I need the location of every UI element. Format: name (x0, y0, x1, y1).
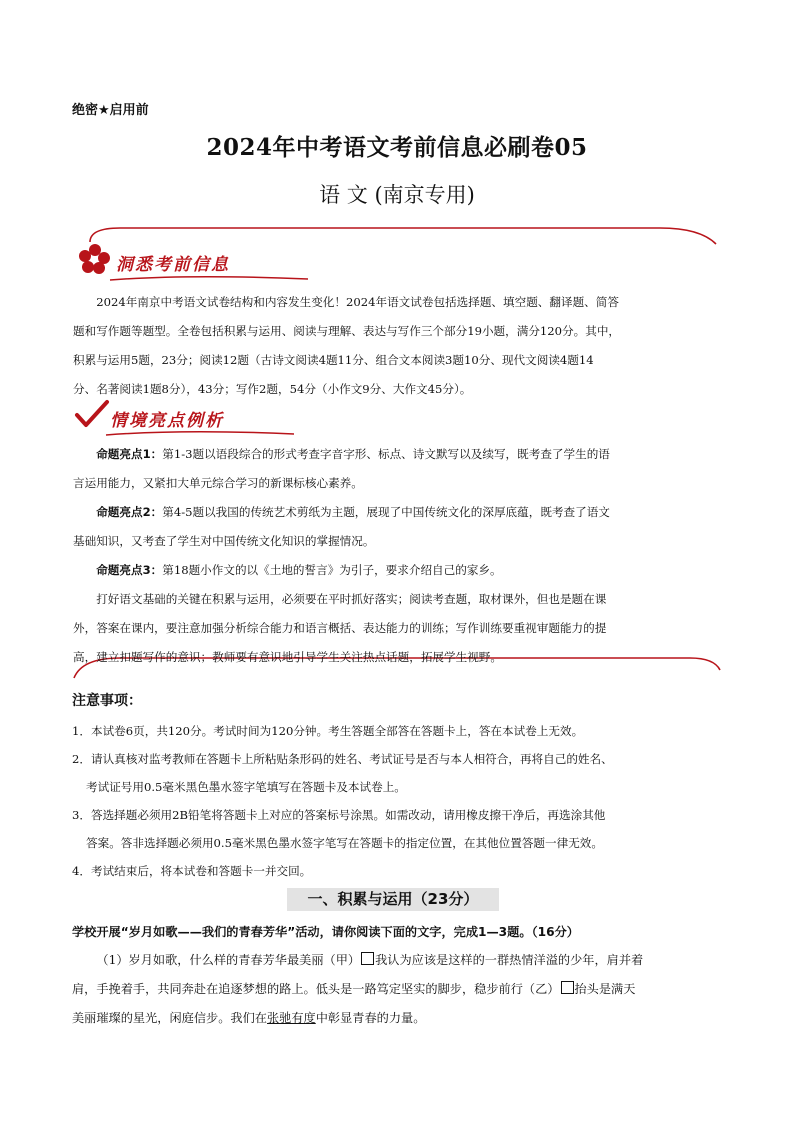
advice-line: 外，答案在课内，要注意加强分析综合能力和语言概括、表达能力的训练；写作训练要重视审题能力的提 (73, 621, 607, 635)
reading-passage (72, 946, 726, 1033)
passage-text: 中彰显青春的力量。 (315, 1011, 426, 1025)
highlight-banner-label: 情境亮点例析 (110, 411, 224, 431)
point-text: 第1-3题以语段综合的形式考查字音字形、标点、诗文默写以及续写，既考查了学生的语 (162, 447, 610, 461)
checkmark-icon (74, 399, 110, 431)
passage-text: 美丽璀璨的星光，闲庭信步。我们在 (72, 1011, 267, 1025)
passage-text: （1）岁月如歌，什么样的青春芳华最美丽（甲） (96, 953, 361, 967)
notes-list (72, 717, 724, 885)
highlight-point-3 (73, 556, 723, 585)
blank-box[interactable] (361, 952, 374, 965)
passage-line (72, 1004, 726, 1033)
flower-icon (78, 242, 112, 276)
info-line: 分、名著阅读1题8分），43分；写作2题，54分（小作文9分、大作文45分）。 (73, 382, 472, 396)
point-text-cont: 言运用能力，又紧扣大单元综合学习的新课标核心素养。 (73, 476, 363, 490)
note-item: 3．答选择题必须用2B铅笔将答题卡上对应的答案标号涂黑。如需改动，请用橡皮擦干净后，再选涂其他 (72, 808, 606, 822)
highlight-point-1 (73, 440, 723, 469)
confidential-mark: 绝密★启用前 (72, 103, 149, 118)
info-banner-label: 洞悉考前信息 (116, 255, 230, 275)
page-subtitle: 语 文 (南京专用) (319, 183, 475, 207)
point-text: 第4-5题以我国的传统艺术剪纸为主题，展现了中国传统文化的深厚底蕴，既考查了语文 (162, 505, 610, 519)
note-item-cont: 答案。答非选择题必须用0.5毫米黑色墨水签字笔写在答题卡的指定位置，在其他位置答题一律无效。 (86, 836, 603, 850)
info-line: 积累与运用5题，23分；阅读12题（古诗文阅读4题11分、组合文本阅读3题10分、现代文阅读4题14 (73, 353, 594, 367)
info-paragraph (73, 288, 723, 404)
advice-line: 打好语文基础的关键在积累与运用，必须要在平时抓好落实；阅读考查题，取材课外，但也是题在课 (96, 592, 607, 606)
highlight-points (73, 440, 723, 672)
note-item: 1．本试卷6页，共120分。考试时间为120分钟。考生答题全部答在答题卡上，答在本试卷上无效。 (72, 724, 584, 738)
note-item: 4．考试结束后，将本试卷和答题卡一并交回。 (72, 864, 312, 878)
passage-text: 抬头是满天 (574, 982, 636, 996)
passage-text: 肩，手挽着手，共同奔赴在追逐梦想的路上。低头是一路笃定坚实的脚步，稳步前行（乙） (72, 982, 560, 996)
passage-line (72, 975, 726, 1004)
point-label: 命题亮点2： (96, 505, 163, 519)
highlight-point-2 (73, 498, 723, 527)
point-text: 第18题小作文的以《土地的誓言》为引子，要求介绍自己的家乡。 (162, 563, 502, 577)
passage-line (72, 946, 726, 975)
info-line: 2024年南京中考语文试卷结构和内容发生变化！2024年语文试卷包括选择题、填空题、翻译题、简答 (96, 295, 619, 309)
point-label: 命题亮点3： (96, 563, 163, 577)
passage-text: 我认为应该是这样的一群热情洋溢的少年，肩并着 (375, 953, 644, 967)
point-text-cont: 基础知识，又考查了学生对中国传统文化知识的掌握情况。 (73, 534, 375, 548)
banner-underline (104, 429, 304, 439)
notes-title: 注意事项： (72, 693, 142, 709)
note-item: 2．请认真核对监考教师在答题卡上所粘贴条形码的姓名、考试证号是否与本人相符合，再将自己的姓名、 (72, 752, 613, 766)
page-title: 2024年中考语文考前信息必刷卷05 (206, 134, 588, 161)
info-line: 题和写作题等题型。全卷包括积累与运用、阅读与理解、表达与写作三个部分19小题，满分120分。其中， (73, 324, 621, 338)
point-label: 命题亮点1： (96, 447, 163, 461)
banner-underline (108, 274, 318, 284)
note-item-cont: 考试证号用0.5毫米黑色墨水签字笔填写在答题卡及本试卷上。 (86, 780, 406, 794)
underlined-phrase: 张驰有度 (267, 1011, 316, 1025)
blank-box[interactable] (561, 981, 574, 994)
question-instruction: 学校开展“岁月如歌——我们的青春芳华”活动，请你阅读下面的文字，完成1—3题。（16分） (72, 925, 579, 939)
section-heading: 一、积累与运用（23分） (287, 888, 499, 911)
advice-line: 高，建立扣题写作的意识；教师要有意识地引导学生关注热点话题，拓展学生视野。 (73, 650, 502, 664)
